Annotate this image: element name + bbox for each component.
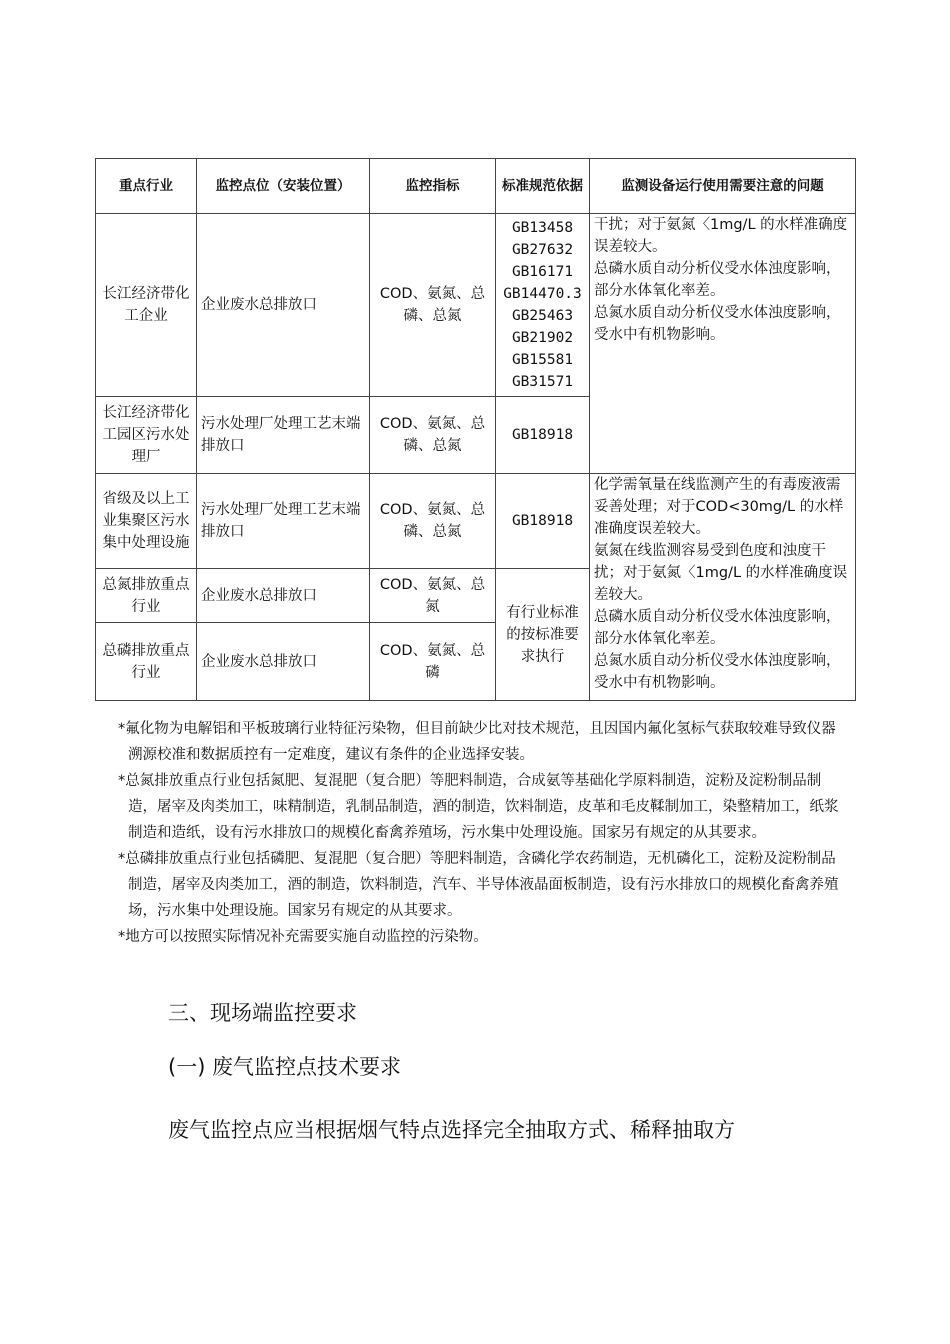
standard-code: GB31571 [511, 374, 574, 390]
header-standard: 标准规范依据 [496, 159, 590, 214]
row3-standard: GB18918 [496, 474, 590, 569]
standard-code: GB16171 [511, 264, 574, 280]
row1-position: 企业废水总排放口 [197, 214, 370, 397]
footnote: *地方可以按照实际情况补充需要实施自动监控的污染物。 [118, 929, 488, 945]
footnote: *总磷排放重点行业包括磷肥、复混肥（复合肥）等肥料制造，含磷化学农药制造，无机磷化工，淀粉及淀粉制品制造，屠宰及肉类加工，酒的制造，饮料制造，汽车、半导体液晶面板制造，设有污水排放口的规模化畜禽养殖场，污水集中处理设施。国家另有规定的从其要求。 [118, 851, 839, 919]
monitoring-table [95, 158, 856, 701]
row3-indicator: COD、氨氮、总磷、总氮 [370, 474, 496, 569]
row4-position: 企业废水总排放口 [197, 569, 370, 623]
issue-text: 总氮水质自动分析仪受水体浊度影响，受水中有机物影响。 [594, 305, 841, 343]
header-issues: 监测设备运行使用需要注意的问题 [590, 159, 856, 214]
row4-indicator: COD、氨氮、总氮 [370, 569, 496, 623]
standard-code: GB27632 [511, 242, 574, 258]
issues-group-2 [590, 474, 856, 701]
row5-position: 企业废水总排放口 [197, 623, 370, 701]
body-paragraph: 废气监控点应当根据烟气特点选择完全抽取方式、稀释抽取方 [168, 1118, 735, 1142]
issue-text: 氨氮在线监测容易受到色度和浊度干扰；对于氨氮〈1mg/L 的水样准确度误差较大。 [594, 543, 848, 603]
row2-indicator: COD、氨氮、总磷、总氮 [370, 397, 496, 474]
issues-group-1 [590, 214, 856, 474]
table-row [96, 474, 856, 569]
standard-code: GB21902 [511, 330, 574, 346]
row2-standard: GB18918 [496, 397, 590, 474]
row5-industry: 总磷排放重点行业 [96, 623, 197, 701]
row2-position: 污水处理厂处理工艺末端排放口 [197, 397, 370, 474]
footnote: *氟化物为电解铝和平板玻璃行业特征污染物，但目前缺少比对技术规范，且因国内氟化氢标气获取较难导致仪器溯源校准和数据质控有一定难度，建议有条件的企业选择安装。 [118, 721, 836, 763]
standard-code: GB15581 [511, 352, 574, 368]
header-indicator: 监控指标 [370, 159, 496, 214]
header-industry: 重点行业 [96, 159, 197, 214]
issue-text: 总磷水质自动分析仪受水体浊度影响，部分水体氧化率差。 [594, 609, 841, 647]
issue-text: 化学需氧量在线监测产生的有毒废液需妥善处理；对于COD<30mg/L 的水样准确度误差较大。 [594, 477, 844, 537]
issue-text: 总磷水质自动分析仪受水体浊度影响，部分水体氧化率差。 [594, 261, 841, 299]
table-header-row [96, 159, 856, 214]
row4-industry: 总氮排放重点行业 [96, 569, 197, 623]
row2-industry: 长江经济带化工园区污水处理厂 [96, 397, 197, 474]
footnotes [118, 716, 848, 950]
row3-industry: 省级及以上工业集聚区污水集中处理设施 [96, 474, 197, 569]
sub-heading: (一) 废气监控点技术要求 [168, 1055, 402, 1079]
standard-code: GB25463 [511, 308, 574, 324]
shared-standard: 有行业标准的按标准要求执行 [496, 569, 590, 701]
row1-industry: 长江经济带化工企业 [96, 214, 197, 397]
standard-code: GB14470.3 [503, 286, 582, 302]
standard-code: GB13458 [511, 220, 574, 236]
issues-clip [594, 474, 851, 700]
header-position: 监控点位（安装位置） [197, 159, 370, 214]
row1-standards [496, 214, 590, 397]
issue-text: 干扰；对于氨氮〈1mg/L 的水样准确度误差较大。 [594, 217, 848, 255]
table-row [96, 214, 856, 397]
row3-position: 污水处理厂处理工艺末端排放口 [197, 474, 370, 569]
section-heading: 三、现场端监控要求 [168, 1001, 357, 1025]
issue-text: 总氮水质自动分析仪受水体浊度影响，受水中有机物影响。 [594, 653, 841, 691]
row1-indicator: COD、氨氮、总磷、总氮 [370, 214, 496, 397]
row5-indicator: COD、氨氮、总磷 [370, 623, 496, 701]
footnote: *总氮排放重点行业包括氮肥、复混肥（复合肥）等肥料制造，合成氨等基础化学原料制造，淀粉及淀粉制品制造，屠宰及肉类加工，味精制造，乳制品制造，酒的制造，饮料制造，皮革和毛皮鞣制加工，染整精加工，纸浆制造和造纸，设有污水排放口的规模化畜禽养殖场，污水集中处理设施。国家另有规定的从其要求。 [118, 773, 839, 841]
